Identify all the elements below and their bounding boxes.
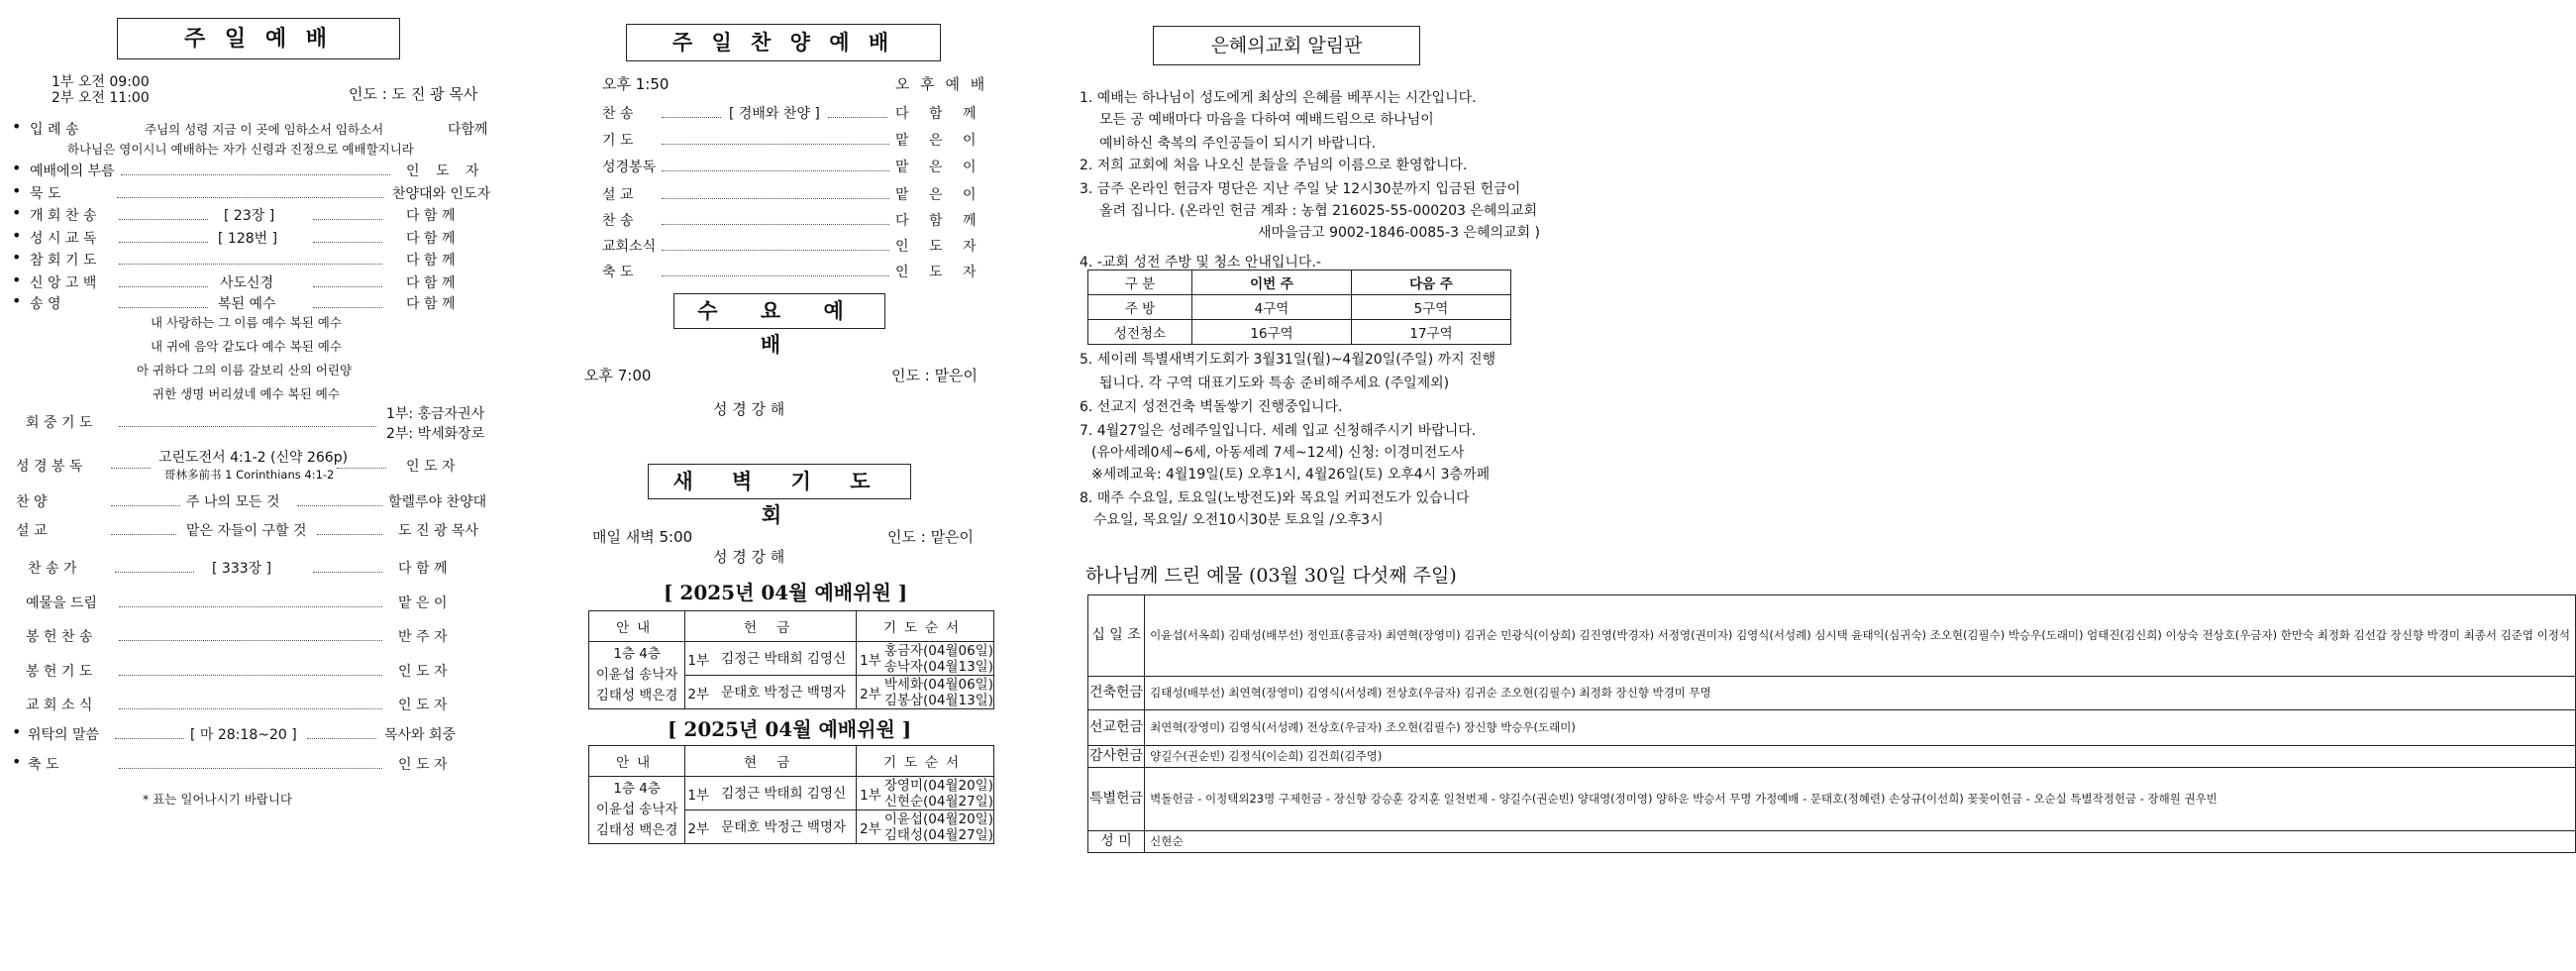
notice-7c: ※세례교육: 4월19일(토) 오후1시, 4월26일(토) 오후4시 3층까페 — [1091, 467, 1491, 483]
order-right: 다 함 께 — [406, 296, 456, 312]
order-right: 인 도 자 — [406, 163, 485, 179]
praise-item-right: 맡 은 이 — [895, 160, 984, 175]
clean-header: 이번 주 — [1192, 270, 1352, 295]
notice-4: 4. -교회 성전 주방 및 청소 안내입니다.- — [1080, 255, 1321, 270]
order-label: 성 시 교 독 — [30, 231, 97, 247]
prayer-names: 이윤섭(04월20일) 김태성(04월27일) — [883, 810, 993, 843]
notice-7b: (유아세례0세~6세, 아동세례 7세~12세) 신청: 이경미전도사 — [1091, 445, 1465, 461]
prayer-part: 2부 — [857, 810, 884, 844]
anthem-label: 찬 양 — [16, 494, 48, 510]
offering-part: 2부 — [685, 810, 711, 844]
sunday-leader: 인도 : 도 진 광 목사 — [349, 85, 478, 103]
order-label: 찬 송 가 — [28, 561, 77, 577]
footnote: * 표는 일어나시기 바랍니다 — [143, 792, 292, 807]
order-right: 다 함 께 — [406, 208, 456, 224]
offering-category: 특별헌금 — [1088, 768, 1145, 831]
notice-3c: 새마을금고 9002-1846-0085-3 은혜의교회 ) — [1258, 225, 1541, 241]
notice-board-title: 은혜의교회 알림판 — [1153, 26, 1420, 65]
dawn-content: 성 경 강 해 — [713, 548, 785, 566]
offering-donors: 이윤섭(서옥희) 김태성(배부선) 정인표(홍금자) 최연혁(장영미) 김귀순 민광식(이상희) 김진영(박경자) 서정영(권미자) 김영식(서성례) 심시택 윤태익(심귀숙) 조오현(김필수) 박승우(도래미) 엄태진(김신희) 이상숙 전상호(우금자) 한만숙 최정화 김선갑 장신향 박경미 최종서 김준엽 이정석 — [1145, 595, 2576, 677]
order-label: 신 앙 고 백 — [30, 275, 97, 291]
praise-service-title: 주 일 찬 양 예 배 — [626, 24, 941, 61]
praise-item-right: 다 함 께 — [895, 213, 984, 229]
order-mid: 주님의 성령 지금 이 곳에 임하소서 임하소서 — [145, 122, 384, 137]
order-label: 송 영 — [30, 296, 61, 312]
header-prayer: 기도순서 — [857, 611, 994, 642]
praise-time: 오후 1:50 — [602, 75, 670, 93]
order-right: 다 함 께 — [406, 231, 456, 247]
reading-ref: 고린도전서 4:1-2 (신약 266p) — [158, 450, 349, 466]
order-right: 다 함 께 — [406, 275, 456, 291]
clean-cell: 16구역 — [1192, 320, 1352, 345]
order-mid: [ 128번 ] — [218, 231, 278, 247]
offering-category: 선교헌금 — [1088, 710, 1145, 746]
sunday-service-column: 주 일 예 배 1부 오전 09:00 2부 오전 11:00 인도 : 도 진 광 목사 • 입 례 송 주님의 성령 지금 이 곳에 임하소서 임하소서 다함께 하나님은 영이시니 예배하는 자가 신령과 진정으로 예배할지니라 • 예배에의 부름 인 도 자 • 묵 도 찬양대와 인도자 • 개 회 찬 송 [ 23장 ] 다 함 께 • 성 시 교 독 [ 128번 ] 다 함 께 • 참 회 기 도 다 함 께 • 신 앙 고 백 사도신경 다 함 께 • 송 영 복된 예수 다 함 께 내 사랑하는 그 이름 예수 복된 예수 내 귀에 음악 같도다 예수 복된 예수 아 귀하다 그의 이름 갈보리 산의 어린양 귀한 생명 버리셨네 예수 복된 예수 회 중 기 도 1부: 홍금자권사 2부: 박세화장로 성 경 봉 독 고린도전서 4:1-2 (신약 266p) 哥林多前书 1 Corinthians 4:1-2 인 도 자 찬 양 주 나의 모든 것 할렐루야 찬양대 설 교 맡은 자들이 구할 것 도 진 광 목사 찬 송 가 [ 333장 ] 다 함 께 예물을 드림 맡 은 이 봉 헌 찬 송 반 주 자 봉 헌 기 도 인 도 자 교 회 소 식 인 도 자 • 위탁의 말씀 [ 마 28:18~20 ] 목사와 회중 • 축 도 인 도 자 * 표는 일어나시기 바랍니다 — [0, 0, 555, 971]
clean-header: 다음 주 — [1352, 270, 1511, 295]
offering-names: 문태호 박정근 백명자 — [711, 676, 856, 709]
dawn-time: 매일 새벽 5:00 — [592, 528, 693, 546]
offering-category: 건축헌금 — [1088, 677, 1145, 710]
order-right: 반 주 자 — [398, 629, 448, 645]
reading-reader: 인 도 자 — [406, 459, 456, 475]
praise-item-right: 맡 은 이 — [895, 187, 984, 203]
praise-item-right: 인 도 자 — [895, 265, 984, 280]
order-right: 다 함 께 — [406, 253, 456, 269]
offering-part: 2부 — [685, 676, 711, 709]
prayer-part: 1부 — [857, 777, 884, 810]
offering-donors: 신현순 — [1145, 831, 2576, 853]
lyric-line: 내 귀에 음악 같도다 예수 복된 예수 — [151, 339, 342, 354]
order-label: 묵 도 — [30, 186, 61, 202]
offerings-title: 하나님께 드린 예물 (03월 30일 다섯째 주일) — [1085, 565, 1457, 587]
reading-label: 성 경 봉 독 — [16, 459, 83, 475]
offering-names: 김정근 박태희 김영신 — [711, 642, 856, 676]
offering-part: 1부 — [685, 642, 711, 676]
praise-item-label: 찬 송 — [602, 106, 634, 122]
order-mid: [ 333장 ] — [212, 561, 272, 577]
clean-cell: 5구역 — [1352, 295, 1511, 320]
intro-lyric: 하나님은 영이시니 예배하는 자가 신령과 진정으로 예배할지니라 — [67, 142, 414, 157]
prayer-names: 박세화(04월06일) 김봉삼(04월13일) — [883, 676, 993, 708]
lyric-line: 내 사랑하는 그 이름 예수 복된 예수 — [151, 315, 342, 330]
notice-8b: 수요일, 목요일/ 오전10시30분 토요일 /오후3시 — [1093, 512, 1384, 528]
praise-item-label: 교회소식 — [602, 239, 657, 255]
committee-heading: [ 2025년 04월 예배위원 ] — [668, 717, 912, 741]
notice-3b: 올려 집니다. (온라인 헌금 계좌 : 농협 216025-55-000203 은혜의교회 — [1099, 203, 1537, 219]
praise-item-right: 맡 은 이 — [895, 133, 984, 149]
clean-header: 구 분 — [1088, 270, 1192, 295]
committee-heading: [ 2025년 04월 예배위원 ] — [664, 581, 908, 604]
notice-5b: 됩니다. 각 구역 대표기도와 특송 준비해주세요 (주일제외) — [1099, 376, 1450, 391]
clean-cell: 17구역 — [1352, 320, 1511, 345]
clean-cell: 4구역 — [1192, 295, 1352, 320]
sermon-preacher: 도 진 광 목사 — [398, 523, 478, 539]
dawn-leader: 인도 : 맡은이 — [887, 528, 975, 546]
notice-2: 2. 저희 교회에 처음 나오신 분들을 주님의 이름으로 환영합니다. — [1080, 158, 1468, 173]
lyric-line: 귀한 생명 버리셨네 예수 복된 예수 — [153, 386, 340, 401]
praise-item-right: 다 함 께 — [895, 106, 984, 122]
order-label: 교 회 소 식 — [26, 698, 93, 713]
offering-donors: 최연혁(장영미) 김영식(서성례) 전상호(우금자) 조오현(김필수) 장신향 박승우(도래미) — [1145, 710, 2576, 746]
order-right: 목사와 회중 — [384, 727, 457, 743]
offering-donors: 양길수(권순빈) 김정식(이순희) 김건희(김주영) — [1145, 746, 2576, 768]
notice-column — [1080, 0, 2570, 971]
order-label: 개 회 찬 송 — [30, 208, 97, 224]
praise-label: 오 후 예 배 — [895, 75, 988, 93]
order-right: 맡 은 이 — [398, 595, 448, 611]
afternoon-column — [584, 0, 1119, 971]
dawn-title: 새 벽 기 도 회 — [648, 464, 911, 499]
prayer-part-2: 2부: 박세화장로 — [386, 426, 485, 442]
order-mid: 사도신경 — [220, 275, 274, 291]
wednesday-title: 수 요 예 배 — [673, 293, 885, 329]
notice-list — [1080, 85, 1624, 275]
offering-names: 김정근 박태희 김영신 — [711, 777, 856, 810]
order-right: 인 도 자 — [398, 757, 448, 773]
sermon-label: 설 교 — [16, 523, 48, 539]
praise-item-label: 성경봉독 — [602, 160, 657, 175]
wednesday-content: 성 경 강 해 — [713, 400, 785, 418]
order-label: 참 회 기 도 — [30, 253, 97, 269]
service-time-1: 1부 오전 09:00 — [52, 74, 150, 90]
praise-item-label: 축 도 — [602, 265, 634, 280]
committee-table — [588, 745, 994, 844]
wednesday-time: 오후 7:00 — [584, 367, 652, 384]
notice-1c: 예비하신 축복의 주인공들이 되시기 바랍니다. — [1099, 136, 1377, 152]
order-label: 예배에의 부름 — [30, 163, 115, 179]
sermon-title: 맡은 자들이 구할 것 — [186, 523, 307, 539]
praise-item-right: 인 도 자 — [895, 239, 984, 255]
lyric-line: 아 귀하다 그의 이름 갈보리 산의 어린양 — [137, 363, 353, 378]
order-right: 인 도 자 — [398, 698, 448, 713]
order-label: 예물을 드림 — [26, 595, 98, 611]
service-time-2: 2부 오전 11:00 — [52, 90, 150, 106]
anthem-title: 주 나의 모든 것 — [186, 494, 280, 510]
wednesday-leader: 인도 : 맡은이 — [891, 367, 979, 384]
prayer-label: 회 중 기 도 — [26, 415, 93, 431]
order-label: 위탁의 말씀 — [28, 727, 100, 743]
clean-cell: 주 방 — [1088, 295, 1192, 320]
prayer-part: 1부 — [857, 642, 884, 676]
order-label: 봉 헌 찬 송 — [26, 629, 93, 645]
order-mid: [ 마 28:18~20 ] — [190, 727, 297, 743]
notice-6: 6. 선교지 성전건축 벽돌쌓기 진행중입니다. — [1080, 399, 1343, 415]
offering-names: 문태호 박정근 백명자 — [711, 810, 856, 844]
reading-ref-alt: 哥林多前书 1 Corinthians 4:1-2 — [164, 468, 335, 482]
prayer-part-1: 1부: 홍금자권사 — [386, 406, 485, 422]
notice-3a: 3. 금주 온라인 헌금자 명단은 지난 주일 낮 12시30분까지 입금된 헌금이 — [1080, 181, 1521, 197]
notice-5a: 5. 세이레 특별새벽기도회가 3월31일(월)~4월20일(주일) 까지 진행 — [1080, 352, 1496, 368]
header-guide: 안내 — [589, 746, 685, 777]
offering-category: 감사헌금 — [1088, 746, 1145, 768]
order-mid: [ 23장 ] — [224, 208, 275, 224]
order-right: 찬양대와 인도자 — [392, 186, 491, 202]
order-label: 입 례 송 — [30, 122, 79, 138]
clean-cell: 성전청소 — [1088, 320, 1192, 345]
order-label: 축 도 — [28, 757, 59, 773]
offering-donors: 벽돌헌금 - 이정택외23명 구제헌금 - 장신향 강승훈 강지훈 일천번제 - 양길수(권순빈) 양대영(정미영) 양하운 박승서 무명 가정예배 - 문태호(정혜련) 손상규(이선희) 꽃꽂이헌금 - 오순실 특별작정헌금 - 장해원 권우빈 — [1145, 768, 2576, 831]
praise-item-label: 찬 송 — [602, 213, 634, 229]
anthem-performer: 할렐루야 찬양대 — [388, 494, 487, 510]
notice-1a: 1. 예배는 하나님이 성도에게 최상의 은혜를 베푸시는 시간입니다. — [1080, 90, 1477, 106]
notice-1b: 모든 공 예배마다 마음을 다하여 예배드림으로 하나님이 — [1099, 112, 1434, 128]
sunday-service-title: 주 일 예 배 — [117, 18, 400, 59]
header-prayer: 기도순서 — [857, 746, 994, 777]
committee-table — [588, 610, 994, 709]
order-right: 다함께 — [448, 122, 488, 138]
prayer-names: 장영미(04월20일) 신현순(04월27일) — [883, 777, 993, 809]
guide-cell: 1층 4층 이윤섭 송낙자 김태성 백은경 — [589, 642, 685, 709]
notice-list-2 — [1080, 347, 1624, 533]
header-guide: 안내 — [589, 611, 685, 642]
notice-8a: 8. 매주 수요일, 토요일(노방전도)와 목요일 커피전도가 있습니다 — [1080, 490, 1470, 506]
notice-7a: 7. 4월27일은 성례주일입니다. 세례 입교 신청해주시기 바랍니다. — [1080, 423, 1477, 439]
praise-item-label: 기 도 — [602, 133, 634, 149]
header-offering: 헌 금 — [685, 611, 857, 642]
offering-donors: 김태성(배부선) 최연혁(장영미) 김영식(서성례) 전상호(우금자) 김귀순 조오현(김필수) 최정화 장신향 박경미 무명 — [1145, 677, 2576, 710]
order-label: 봉 헌 기 도 — [26, 664, 93, 680]
offering-part: 1부 — [685, 777, 711, 810]
praise-item-mid: [ 경배와 찬양 ] — [729, 106, 820, 122]
order-mid: 복된 예수 — [218, 296, 276, 312]
offering-category: 십 일 조 — [1088, 595, 1145, 677]
prayer-names: 홍금자(04월06일) 송낙자(04월13일) — [883, 642, 993, 675]
guide-cell: 1층 4층 이윤섭 송낙자 김태성 백은경 — [589, 777, 685, 844]
cleaning-table — [1087, 270, 1511, 345]
header-offering: 현 금 — [685, 746, 857, 777]
order-right: 다 함 께 — [398, 561, 448, 577]
offering-category: 성 미 — [1088, 831, 1145, 853]
offerings-table — [1087, 594, 2576, 853]
prayer-part: 2부 — [857, 676, 884, 709]
order-right: 인 도 자 — [398, 664, 448, 680]
praise-item-label: 설 교 — [602, 187, 634, 203]
